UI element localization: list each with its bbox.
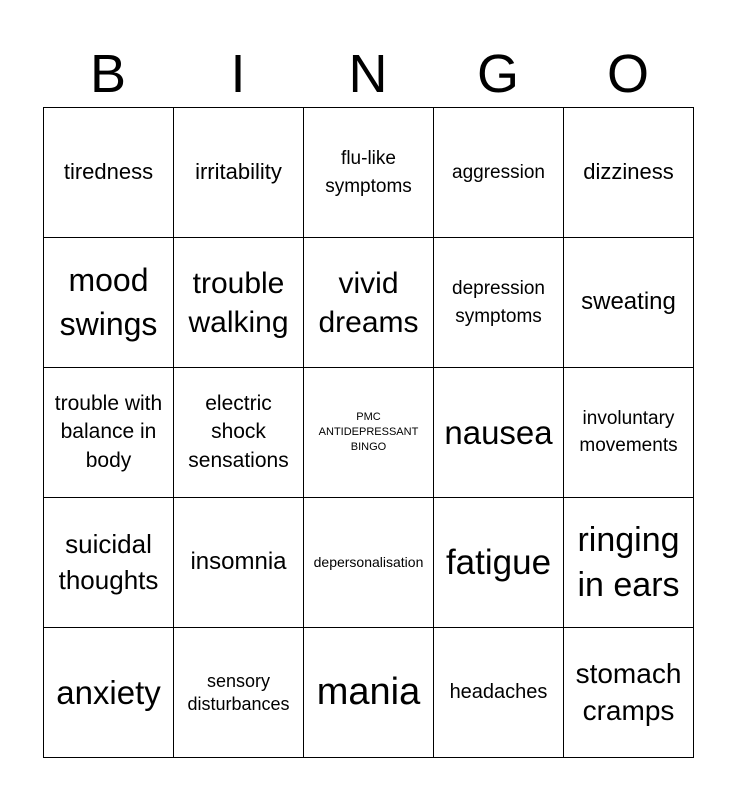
bingo-cell[interactable] xyxy=(304,108,434,238)
free-space-text: PMC ANTIDEPRESSANT BINGO xyxy=(318,411,419,453)
cell-text: trouble walking xyxy=(188,266,289,339)
cell-text: vivid dreams xyxy=(318,266,419,339)
cell-text: suicidal thoughts xyxy=(58,529,159,595)
free-space-cell[interactable] xyxy=(304,368,434,498)
cell-text: aggression xyxy=(452,161,545,183)
cell-text: anxiety xyxy=(56,673,161,711)
bingo-cell[interactable] xyxy=(564,108,694,238)
cell-text: flu-like symptoms xyxy=(325,147,412,197)
cell-text: nausea xyxy=(444,413,553,451)
cell-text: insomnia xyxy=(190,548,287,576)
bingo-cell[interactable] xyxy=(174,498,304,628)
board-row xyxy=(44,368,694,498)
bingo-cell[interactable] xyxy=(434,368,564,498)
cell-text: sensory disturbances xyxy=(187,671,290,714)
header-letter-o: O xyxy=(606,44,649,104)
bingo-cell[interactable] xyxy=(304,238,434,368)
cell-text: depersonalisation xyxy=(313,553,424,570)
cell-text: sweating xyxy=(581,288,676,316)
bingo-cell[interactable] xyxy=(304,628,434,758)
cell-text: ringing in ears xyxy=(577,521,680,604)
bingo-cell[interactable] xyxy=(564,628,694,758)
bingo-cell[interactable] xyxy=(434,498,564,628)
bingo-cell[interactable] xyxy=(564,238,694,368)
bingo-cell[interactable] xyxy=(174,108,304,238)
bingo-cell[interactable] xyxy=(434,628,564,758)
bingo-cell[interactable] xyxy=(44,108,174,238)
header-letter-g: G xyxy=(476,44,519,104)
cell-text: fatigue xyxy=(445,542,552,582)
bingo-cell[interactable] xyxy=(44,498,174,628)
cell-text: headaches xyxy=(449,681,548,703)
bingo-cell[interactable] xyxy=(434,238,564,368)
cell-text: tiredness xyxy=(63,159,154,185)
cell-text: trouble with balance in body xyxy=(54,391,163,472)
cell-text: irritability xyxy=(195,159,282,185)
bingo-cell[interactable] xyxy=(304,498,434,628)
bingo-cell[interactable] xyxy=(434,108,564,238)
board-row xyxy=(44,238,694,368)
bingo-cell[interactable] xyxy=(44,238,174,368)
header-letter-n: N xyxy=(348,44,388,104)
cell-text: involuntary movements xyxy=(579,407,678,456)
cell-text: dizziness xyxy=(583,159,674,185)
bingo-cell[interactable] xyxy=(174,238,304,368)
cell-text: electric shock sensations xyxy=(188,391,289,472)
header-letter-b: B xyxy=(89,44,127,104)
cell-text: mood swings xyxy=(59,262,158,342)
bingo-cell[interactable] xyxy=(44,368,174,498)
bingo-header xyxy=(43,40,693,108)
cell-text: stomach cramps xyxy=(575,658,682,726)
bingo-cell[interactable] xyxy=(44,628,174,758)
cell-text: depression symptoms xyxy=(452,277,545,327)
bingo-cell[interactable] xyxy=(174,368,304,498)
bingo-cell[interactable] xyxy=(564,368,694,498)
board-row xyxy=(44,628,694,758)
bingo-cell[interactable] xyxy=(174,628,304,758)
cell-text: mania xyxy=(316,671,421,714)
header-letter-i: I xyxy=(230,44,246,104)
board-row xyxy=(44,498,694,628)
board-row xyxy=(44,108,694,238)
bingo-cell[interactable] xyxy=(564,498,694,628)
bingo-board xyxy=(43,107,694,758)
